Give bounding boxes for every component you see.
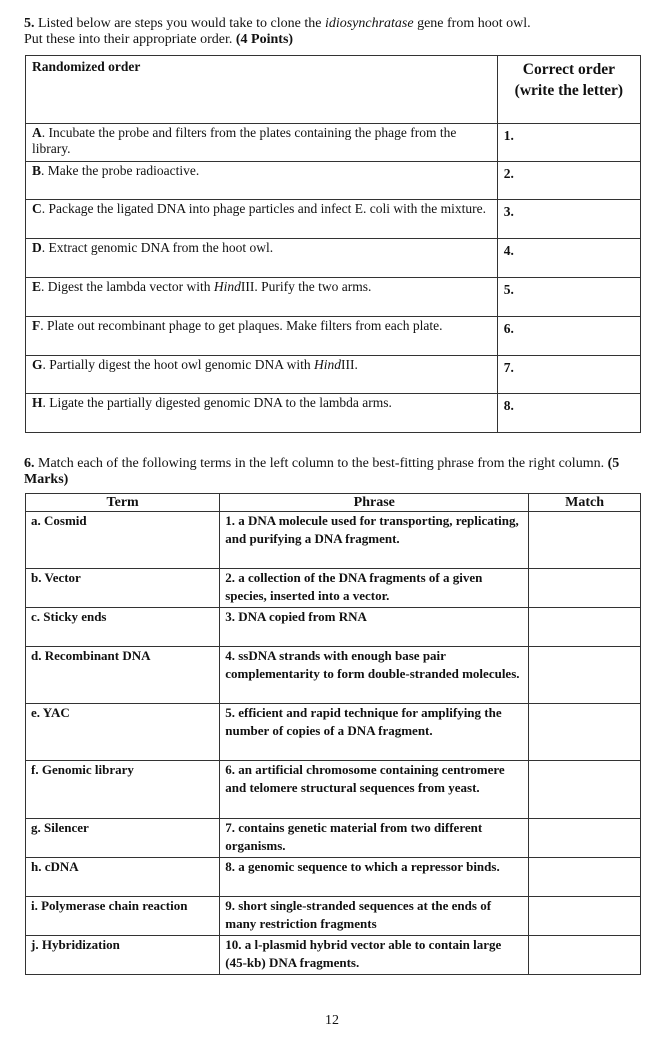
q6-match-cell[interactable] bbox=[529, 858, 641, 897]
q6-match-cell[interactable] bbox=[529, 647, 641, 704]
q5-col-randomized: Randomized order bbox=[26, 56, 498, 124]
q6-phrase: 10. a l-plasmid hybrid vector able to contain large (45-kb) DNA fragments. bbox=[220, 936, 529, 975]
q5-step-text: D. Extract genomic DNA from the hoot owl. bbox=[26, 239, 498, 278]
q6-phrase: 9. short single-stranded sequences at the ends of many restriction fragments bbox=[220, 897, 529, 936]
q6-row bbox=[26, 704, 641, 761]
q6-col-term: Term bbox=[26, 494, 220, 512]
q5-answer-cell[interactable]: 7. bbox=[497, 356, 640, 394]
q5-step-text: C. Package the ligated DNA into phage particles and infect E. coli with the mixture. bbox=[26, 200, 498, 239]
q6-phrase: 5. efficient and rapid technique for amplifying the number of copies of a DNA fragment. bbox=[220, 704, 529, 761]
q6-match-cell[interactable] bbox=[529, 936, 641, 975]
q6-match-cell[interactable] bbox=[529, 704, 641, 761]
q5-answer-cell[interactable]: 3. bbox=[497, 200, 640, 239]
q6-row bbox=[26, 936, 641, 975]
q6-match-cell[interactable] bbox=[529, 608, 641, 647]
q6-term: a. Cosmid bbox=[26, 512, 220, 569]
q6-prompt: 6. Match each of the following terms in the left column to the best-fitting phrase from the right column. (5 Marks) bbox=[24, 456, 620, 487]
q5-col-correct-order: Correct order (write the letter) bbox=[497, 56, 640, 124]
q6-match-cell[interactable] bbox=[529, 897, 641, 936]
q5-row bbox=[26, 200, 641, 239]
q5-prompt: 5. Listed below are steps you would take to clone the idiosynchratase gene from hoot owl. Put these into their appropriate order. (4 Points) bbox=[24, 16, 531, 47]
q5-step-text: A. Incubate the probe and filters from the plates containing the phage from the library. bbox=[26, 124, 498, 162]
q6-term: c. Sticky ends bbox=[26, 608, 220, 647]
q6-match-cell[interactable] bbox=[529, 569, 641, 608]
q5-row bbox=[26, 394, 641, 433]
q6-term: i. Polymerase chain reaction bbox=[26, 897, 220, 936]
q5-answer-cell[interactable]: 4. bbox=[497, 239, 640, 278]
q5-row bbox=[26, 356, 641, 394]
q6-row bbox=[26, 569, 641, 608]
q6-row bbox=[26, 647, 641, 704]
q5-step-text: B. Make the probe radioactive. bbox=[26, 162, 498, 200]
page-number: 12 bbox=[325, 1013, 339, 1028]
q6-term: f. Genomic library bbox=[26, 761, 220, 819]
q6-row bbox=[26, 819, 641, 858]
q6-term: h. cDNA bbox=[26, 858, 220, 897]
q6-phrase: 2. a collection of the DNA fragments of a given species, inserted into a vector. bbox=[220, 569, 529, 608]
q5-row bbox=[26, 278, 641, 317]
q6-row bbox=[26, 608, 641, 647]
q6-term: d. Recombinant DNA bbox=[26, 647, 220, 704]
q5-step-text: E. Digest the lambda vector with HindIII. Purify the two arms. bbox=[26, 278, 498, 317]
q6-term: j. Hybridization bbox=[26, 936, 220, 975]
q5-step-text: H. Ligate the partially digested genomic DNA to the lambda arms. bbox=[26, 394, 498, 433]
q6-col-match: Match bbox=[529, 494, 641, 512]
q5-answer-cell[interactable]: 1. bbox=[497, 124, 640, 162]
q6-phrase: 6. an artificial chromosome containing centromere and telomere structural sequences from yeast. bbox=[220, 761, 529, 819]
q6-phrase: 3. DNA copied from RNA bbox=[220, 608, 529, 647]
q5-answer-cell[interactable]: 2. bbox=[497, 162, 640, 200]
q6-match-table bbox=[25, 493, 641, 975]
q5-step-text: G. Partially digest the hoot owl genomic DNA with HindIII. bbox=[26, 356, 498, 394]
q6-row bbox=[26, 512, 641, 569]
q6-row bbox=[26, 858, 641, 897]
q6-match-cell[interactable] bbox=[529, 819, 641, 858]
q6-phrase: 4. ssDNA strands with enough base pair complementarity to form double-stranded molecules. bbox=[220, 647, 529, 704]
q5-row bbox=[26, 317, 641, 356]
q6-term: e. YAC bbox=[26, 704, 220, 761]
q5-step-text: F. Plate out recombinant phage to get plaques. Make filters from each plate. bbox=[26, 317, 498, 356]
q5-row bbox=[26, 162, 641, 200]
q6-col-phrase: Phrase bbox=[220, 494, 529, 512]
q6-phrase: 8. a genomic sequence to which a repressor binds. bbox=[220, 858, 529, 897]
q6-match-cell[interactable] bbox=[529, 761, 641, 819]
q6-phrase: 1. a DNA molecule used for transporting, replicating, and purifying a DNA fragment. bbox=[220, 512, 529, 569]
q5-answer-cell[interactable]: 6. bbox=[497, 317, 640, 356]
q6-term: g. Silencer bbox=[26, 819, 220, 858]
q5-order-table bbox=[25, 55, 641, 433]
q5-row bbox=[26, 239, 641, 278]
q6-match-cell[interactable] bbox=[529, 512, 641, 569]
q6-row bbox=[26, 761, 641, 819]
q6-row bbox=[26, 897, 641, 936]
q5-answer-cell[interactable]: 8. bbox=[497, 394, 640, 433]
q5-row bbox=[26, 124, 641, 162]
q6-phrase: 7. contains genetic material from two different organisms. bbox=[220, 819, 529, 858]
q6-term: b. Vector bbox=[26, 569, 220, 608]
q5-answer-cell[interactable]: 5. bbox=[497, 278, 640, 317]
